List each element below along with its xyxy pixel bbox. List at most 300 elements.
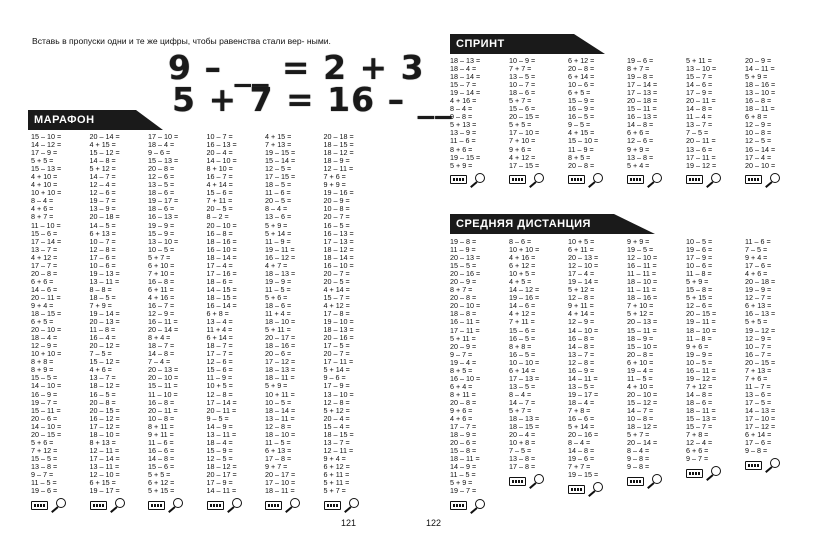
check-tool: [745, 173, 785, 187]
equation: 14 – 7 =: [627, 405, 654, 415]
equation: 17 – 15 =: [509, 160, 540, 170]
equation: 11 – 11 =: [627, 269, 657, 279]
equation: 11 – 8 =: [686, 333, 712, 343]
equation: 12 – 8 =: [323, 397, 350, 407]
equation: 18 – 15 =: [323, 140, 354, 150]
equation: 20 – 9 =: [323, 196, 350, 206]
equation: 13 – 4 =: [206, 317, 233, 327]
equation: 5 + 11 =: [323, 478, 350, 488]
equation: 15 – 9 =: [148, 228, 175, 238]
equation: 16 – 13 =: [206, 140, 237, 150]
equation: 19 – 7 =: [31, 397, 58, 407]
equation: 17 – 9 =: [206, 478, 233, 488]
equation: 16 – 8 =: [745, 96, 772, 106]
equation: 19 – 8 =: [450, 237, 477, 246]
check-tool: [686, 173, 726, 187]
equation: 18 – 10 =: [265, 429, 296, 439]
equation: 19 – 15 =: [265, 148, 296, 158]
equation: 18 – 16 =: [745, 80, 776, 90]
equation: 20 – 8 =: [148, 164, 175, 174]
magnifier-icon: [586, 173, 608, 187]
equation: 18 – 6 =: [148, 188, 175, 198]
magnifier-icon: [342, 498, 364, 512]
equation: 18 – 4 =: [206, 437, 233, 447]
equation: 16 – 5 =: [89, 389, 116, 399]
equation: 20 – 13 =: [148, 365, 179, 375]
equation: 9 – 6 =: [323, 373, 346, 383]
check-tool: [509, 474, 549, 488]
equation: 11 – 6 =: [745, 237, 771, 246]
equation: 20 – 11 =: [686, 136, 716, 146]
equation: 4 + 6 =: [745, 269, 768, 279]
equation: 19 – 15 =: [568, 470, 599, 480]
equation: 17 – 10 =: [509, 128, 540, 138]
equation: 14 – 8 =: [686, 104, 713, 114]
equation: 19 – 4 =: [627, 365, 654, 375]
equation: 13 – 8 =: [31, 461, 58, 471]
equation: 20 – 7 =: [323, 268, 350, 278]
equation: 20 – 8 =: [627, 349, 654, 359]
equation: 15 – 9 =: [206, 445, 233, 455]
equation: 13 – 10 =: [148, 236, 179, 246]
equation: 10 – 9 =: [509, 56, 536, 65]
equation: 8 – 4 =: [450, 104, 473, 114]
equation: 12 – 7 =: [745, 293, 772, 303]
equation: 18 – 5 =: [265, 180, 292, 190]
equation: 19 – 9 =: [745, 285, 772, 295]
equation: 17 – 7 =: [450, 422, 477, 432]
equation: 12 – 11 =: [89, 445, 120, 455]
equation: 18 – 13 =: [509, 414, 540, 424]
equation: 10 + 10 =: [31, 349, 62, 359]
equation: 13 – 9 =: [450, 128, 477, 138]
equation-column: [207, 133, 247, 512]
equation: 10 + 8 =: [509, 438, 536, 448]
timer-display-icon: [450, 175, 467, 184]
equation: 10 + 10 =: [31, 188, 62, 198]
equation: 19 – 7 =: [89, 196, 116, 206]
timer-display-icon: [568, 175, 585, 184]
check-tool: [568, 482, 608, 496]
equation: 14 – 7 =: [509, 397, 536, 407]
equation: 14 – 6 =: [31, 284, 58, 294]
equation: 13 – 7 =: [686, 120, 713, 130]
equation: 9 – 8 =: [745, 446, 768, 456]
equation: 20 – 5 =: [206, 204, 233, 214]
equation: 16 – 10 =: [206, 244, 237, 254]
equation: 14 – 6 =: [509, 301, 536, 311]
equation: 6 + 12 =: [509, 261, 536, 271]
equation: 8 + 8 =: [31, 357, 54, 367]
equation: 15 – 11 =: [148, 381, 178, 391]
equation: 9 – 8 =: [627, 462, 650, 472]
puzzle-line-2: 5 + 7 = 16 – __: [172, 80, 453, 119]
equation-column: [686, 57, 726, 187]
equation: 11 – 9 =: [206, 373, 233, 383]
equation: 13 – 7 =: [31, 244, 58, 254]
equation: 17 – 4 =: [568, 269, 595, 279]
equation: 5 + 14 =: [323, 365, 350, 375]
equation: 15 – 12 =: [89, 357, 120, 367]
equation: 20 – 6 =: [450, 438, 477, 448]
equation: 18 – 13 =: [265, 365, 296, 375]
equation: 17 – 6 =: [745, 438, 772, 448]
equation: 7 + 10 =: [148, 268, 175, 278]
equation: 16 – 5 =: [568, 112, 595, 122]
equation: 8 + 7 =: [450, 285, 473, 295]
equation: 14 – 12 =: [31, 140, 62, 150]
equation: 15 – 11 =: [627, 325, 657, 335]
equation: 17 – 9 =: [686, 88, 713, 98]
equation: 9 + 7 =: [265, 461, 288, 471]
equation: 6 + 14 =: [745, 430, 772, 440]
equation: 8 – 2 =: [206, 212, 229, 222]
equation: 20 – 17 =: [265, 333, 296, 343]
equation: 10 + 10 =: [509, 245, 540, 255]
equation: 14 – 11 =: [745, 64, 775, 74]
equation: 11 + 4 =: [265, 309, 291, 319]
magnifier-icon: [527, 173, 549, 187]
equation: 4 + 15 =: [265, 132, 292, 141]
equation: 18 – 11 =: [686, 405, 716, 415]
equation: 12 – 6 =: [89, 188, 116, 198]
equation: 10 – 5 =: [686, 357, 713, 367]
equation: 17 – 14 =: [31, 236, 62, 246]
timer-display-icon: [686, 175, 703, 184]
equation-column: [148, 133, 188, 512]
equation: 5 + 5 =: [745, 317, 768, 327]
equation: 17 – 9 =: [31, 148, 58, 158]
equation-column: [265, 133, 305, 512]
equation: 18 – 5 =: [89, 292, 116, 302]
equation: 14 – 8 =: [627, 120, 654, 130]
equation: 18 – 13 =: [265, 268, 296, 278]
equation: 6 + 13 =: [265, 445, 292, 455]
equation: 7 – 5 =: [509, 446, 532, 456]
equation: 12 – 5 =: [265, 164, 292, 174]
equation: 5 + 5 =: [509, 120, 532, 130]
equation: 16 – 11 =: [627, 261, 657, 271]
equation: 18 – 10 =: [265, 317, 296, 327]
equation: 19 – 14 =: [89, 309, 120, 319]
equation: 18 – 7 =: [206, 341, 233, 351]
equation: 5 + 7 =: [148, 252, 171, 262]
equation: 9 – 5 =: [568, 120, 591, 130]
magnifier-icon: [645, 474, 667, 488]
equation: 16 – 6 =: [568, 414, 595, 424]
equation: 6 + 14 =: [509, 365, 536, 375]
equation: 19 – 15 =: [450, 152, 481, 162]
equation: 14 – 10 =: [206, 156, 237, 166]
equation: 6 + 12 =: [568, 56, 595, 65]
equation: 16 – 10 =: [450, 373, 481, 383]
equation: 13 – 7 =: [323, 437, 350, 447]
equation: 13 – 6 =: [686, 144, 713, 154]
equation: 16 – 10 =: [323, 260, 354, 270]
equation: 4 + 16 =: [450, 96, 477, 106]
equation: 12 – 9 =: [745, 333, 772, 343]
equation: 17 – 8 =: [323, 309, 350, 319]
equation: 19 – 13 =: [89, 268, 120, 278]
equation: 18 – 15 =: [31, 309, 62, 319]
equation: 5 + 9 =: [686, 277, 709, 287]
equation: 18 – 11 =: [745, 104, 775, 114]
equation: 5 + 7 =: [627, 430, 650, 440]
equation: 13 – 5 =: [509, 381, 536, 391]
equation: 18 – 4 =: [148, 140, 175, 150]
equation: 20 – 13 =: [568, 253, 599, 263]
equation: 17 – 8 =: [265, 453, 292, 463]
equation: 19 – 17 =: [148, 196, 179, 206]
equation: 11 – 4 =: [686, 112, 712, 122]
equation: 17 – 13 =: [627, 88, 658, 98]
magnifier-icon: [108, 498, 130, 512]
equation: 20 – 17 =: [265, 469, 296, 479]
equation: 19 – 11 =: [265, 244, 295, 254]
equation: 8 + 11 =: [450, 389, 476, 399]
page-number-right: 122: [426, 518, 442, 528]
equation: 19 – 9 =: [265, 276, 292, 286]
magnifier-icon: [645, 173, 667, 187]
equation: 7 + 7 =: [509, 64, 532, 74]
equation: 10 – 5 =: [265, 397, 292, 407]
check-tool: [450, 499, 490, 513]
equation: 20 – 8 =: [450, 293, 477, 303]
equation: 6 + 14 =: [568, 72, 595, 82]
equation: 13 – 7 =: [89, 373, 116, 383]
equation: 14 – 8 =: [686, 389, 713, 399]
equation: 7 – 5 =: [745, 245, 768, 255]
equation: 4 + 14 =: [568, 309, 595, 319]
equation: 19 – 17 =: [89, 486, 120, 496]
equation: 13 – 7 =: [568, 349, 595, 359]
equation: 16 – 8 =: [148, 397, 175, 407]
equation: 20 – 17 =: [206, 469, 237, 479]
equation: 15 – 13 =: [686, 414, 717, 424]
equation: 16 – 5 =: [323, 220, 350, 230]
timer-display-icon: [745, 461, 762, 470]
equation: 20 – 14 =: [148, 325, 179, 335]
equation: 18 – 6 =: [206, 276, 233, 286]
timer-display-icon: [627, 477, 644, 486]
equation: 12 – 8 =: [265, 421, 292, 431]
equation: 4 + 5 =: [509, 277, 532, 287]
equation: 5 + 11 =: [686, 56, 712, 65]
equation: 14 – 10 =: [568, 325, 599, 335]
equation: 8 – 4 =: [627, 446, 650, 456]
equation: 6 + 11 =: [323, 469, 350, 479]
equation: 16 – 14 =: [745, 144, 776, 154]
equation: 18 – 15 =: [509, 422, 540, 432]
equation: 17 – 9 =: [686, 253, 713, 263]
equation-column: [509, 238, 549, 488]
equation: 4 + 10 =: [627, 381, 654, 391]
equation: 6 + 8 =: [745, 112, 768, 122]
equation: 16 – 8 =: [148, 276, 175, 286]
equation: 14 – 8 =: [148, 453, 175, 463]
equation: 15 – 6 =: [509, 325, 536, 335]
equation: 11 – 9 =: [450, 245, 476, 255]
equation: 4 + 12 =: [509, 309, 536, 319]
equation: 20 – 10 =: [148, 373, 179, 383]
equation: 14 – 8 =: [568, 446, 595, 456]
instruction-text: Вставь в пропуски одни и те же цифры, чтобы равенства стали вер- ными.: [32, 36, 331, 46]
equation: 12 – 6 =: [148, 172, 175, 182]
equation: 10 – 5 =: [148, 244, 175, 254]
equation: 12 – 8 =: [89, 244, 116, 254]
check-tool: [509, 173, 549, 187]
equation: 6 + 10 =: [148, 260, 175, 270]
equation: 10 + 11 =: [265, 389, 295, 399]
equation: 5 + 12 =: [568, 285, 595, 295]
equation: 20 – 15 =: [745, 357, 776, 367]
equation: 13 – 11 =: [206, 429, 237, 439]
equation: 7 + 9 =: [89, 300, 112, 310]
equation: 9 – 7 =: [450, 349, 473, 359]
check-tool: [627, 474, 667, 488]
equation: 20 – 9 =: [745, 56, 772, 65]
equation: 20 – 8 =: [31, 268, 58, 278]
equation: 17 – 10 =: [745, 414, 776, 424]
equation: 8 – 4 =: [31, 196, 54, 206]
equation: 7 + 11 =: [206, 196, 233, 206]
equation: 20 – 4 =: [323, 413, 350, 423]
equation: 16 – 13 =: [627, 112, 658, 122]
equation: 20 – 10 =: [206, 220, 237, 230]
equation: 8 + 11 =: [148, 421, 174, 431]
equation: 17 – 14 =: [627, 80, 658, 90]
equation: 20 – 11 =: [31, 292, 61, 302]
equation: 17 – 7 =: [206, 349, 233, 359]
equation: 19 – 16 =: [323, 188, 354, 198]
equation: 19 – 5 =: [627, 245, 654, 255]
equation: 8 – 4 =: [265, 204, 288, 214]
equation: 19 – 9 =: [148, 220, 175, 230]
equation: 20 – 15 =: [89, 405, 120, 415]
equation: 9 – 7 =: [31, 469, 54, 479]
magnifier-icon: [49, 498, 71, 512]
equation: 18 – 9 =: [627, 333, 654, 343]
magnifier-icon: [763, 458, 785, 472]
equation: 14 – 11 =: [206, 486, 237, 496]
equation: 18 – 6 =: [509, 88, 536, 98]
equation: 12 – 5 =: [206, 453, 233, 463]
equation: 20 – 10 =: [627, 389, 658, 399]
equation-column: [450, 238, 490, 513]
equation: 16 – 5 =: [509, 333, 536, 343]
equation: 13 – 8 =: [509, 454, 536, 464]
check-tool: [568, 173, 608, 187]
equation: 5 + 7 =: [323, 486, 346, 496]
equation: 10 – 6 =: [568, 80, 595, 90]
equation: 5 + 9 =: [265, 381, 288, 391]
equation: 15 – 10 =: [31, 132, 62, 141]
timer-display-icon: [207, 501, 224, 510]
equation: 10 – 8 =: [745, 128, 772, 138]
sprint-banner-label: СПРИНТ: [456, 38, 505, 50]
equation: 5 + 13 =: [450, 120, 477, 130]
equation: 16 – 7 =: [745, 349, 772, 359]
equation: 20 – 10 =: [745, 160, 776, 170]
equation: 7 + 8 =: [686, 430, 709, 440]
equation: 16 – 9 =: [568, 365, 595, 375]
equation: 20 – 10 =: [31, 325, 62, 335]
equation: 19 – 14 =: [450, 88, 481, 98]
equation: 12 – 11 =: [323, 445, 354, 455]
equation: 12 – 10 =: [568, 261, 599, 271]
equation: 8 + 13 =: [89, 437, 116, 447]
equation: 5 + 9 =: [745, 72, 768, 82]
equation: 13 – 5 =: [568, 381, 595, 391]
equation-column: [90, 133, 130, 512]
equation: 20 – 18 =: [89, 212, 120, 222]
timer-display-icon: [568, 485, 585, 494]
equation: 10 – 7 =: [206, 132, 233, 141]
equation: 17 – 11 =: [686, 152, 716, 162]
equation: 20 – 18 =: [745, 277, 776, 287]
equation-column: [745, 57, 785, 187]
equation: 20 – 18 =: [627, 96, 658, 106]
equation: 4 + 12 =: [509, 152, 536, 162]
equation: 14 – 8 =: [148, 349, 175, 359]
equation: 10 – 8 =: [323, 204, 350, 214]
equation: 18 – 11 =: [450, 454, 480, 464]
equation: 18 – 9 =: [450, 430, 477, 440]
equation: 10 – 5 =: [686, 237, 713, 246]
equation: 16 – 5 =: [509, 349, 536, 359]
equation: 11 – 7 =: [745, 381, 771, 391]
equation: 14 – 10 =: [31, 381, 62, 391]
check-tool: [90, 498, 130, 512]
equation-column: [627, 238, 667, 488]
equation: 7 + 6 =: [745, 373, 768, 383]
equation: 16 – 11 =: [148, 317, 178, 327]
timer-display-icon: [90, 501, 107, 510]
equation: 14 – 10 =: [31, 421, 62, 431]
equation: 16 – 7 =: [206, 172, 233, 182]
equation: 4 + 15 =: [568, 128, 595, 138]
equation: 11 – 6 =: [450, 136, 476, 146]
equation: 19 – 7 =: [450, 486, 477, 496]
equation: 15 – 11 =: [627, 104, 657, 114]
equation: 11 – 9 =: [568, 144, 594, 154]
equation: 15 – 9 =: [568, 96, 595, 106]
equation: 20 – 15 =: [31, 429, 62, 439]
equation: 18 – 12 =: [89, 381, 120, 391]
equation: 16 – 12 =: [265, 252, 296, 262]
equation: 18 – 14 =: [265, 405, 296, 415]
equation: 16 – 6 =: [148, 445, 175, 455]
equation-column: [509, 57, 549, 187]
puzzle-line-1: 9 – __ = 2 + 3: [168, 48, 425, 87]
equation: 19 – 11 =: [686, 317, 716, 327]
check-tool: [148, 498, 188, 512]
equation: 7 + 8 =: [568, 405, 591, 415]
check-tool: [450, 173, 490, 187]
equation: 8 + 5 =: [568, 152, 591, 162]
equation: 11 – 5 =: [450, 470, 476, 480]
equation-column: [627, 57, 667, 187]
equation: 7 – 5 =: [686, 128, 709, 138]
equation: 13 – 11 =: [89, 461, 120, 471]
equation: 9 – 7 =: [686, 454, 709, 464]
equation: 15 – 11 =: [31, 405, 61, 415]
equation: 20 – 4 =: [509, 430, 536, 440]
equation: 20 – 4 =: [206, 148, 233, 158]
equation: 19 – 12 =: [686, 160, 717, 170]
marathon-banner-label: МАРАФОН: [34, 114, 95, 126]
equation: 18 – 12 =: [323, 244, 354, 254]
